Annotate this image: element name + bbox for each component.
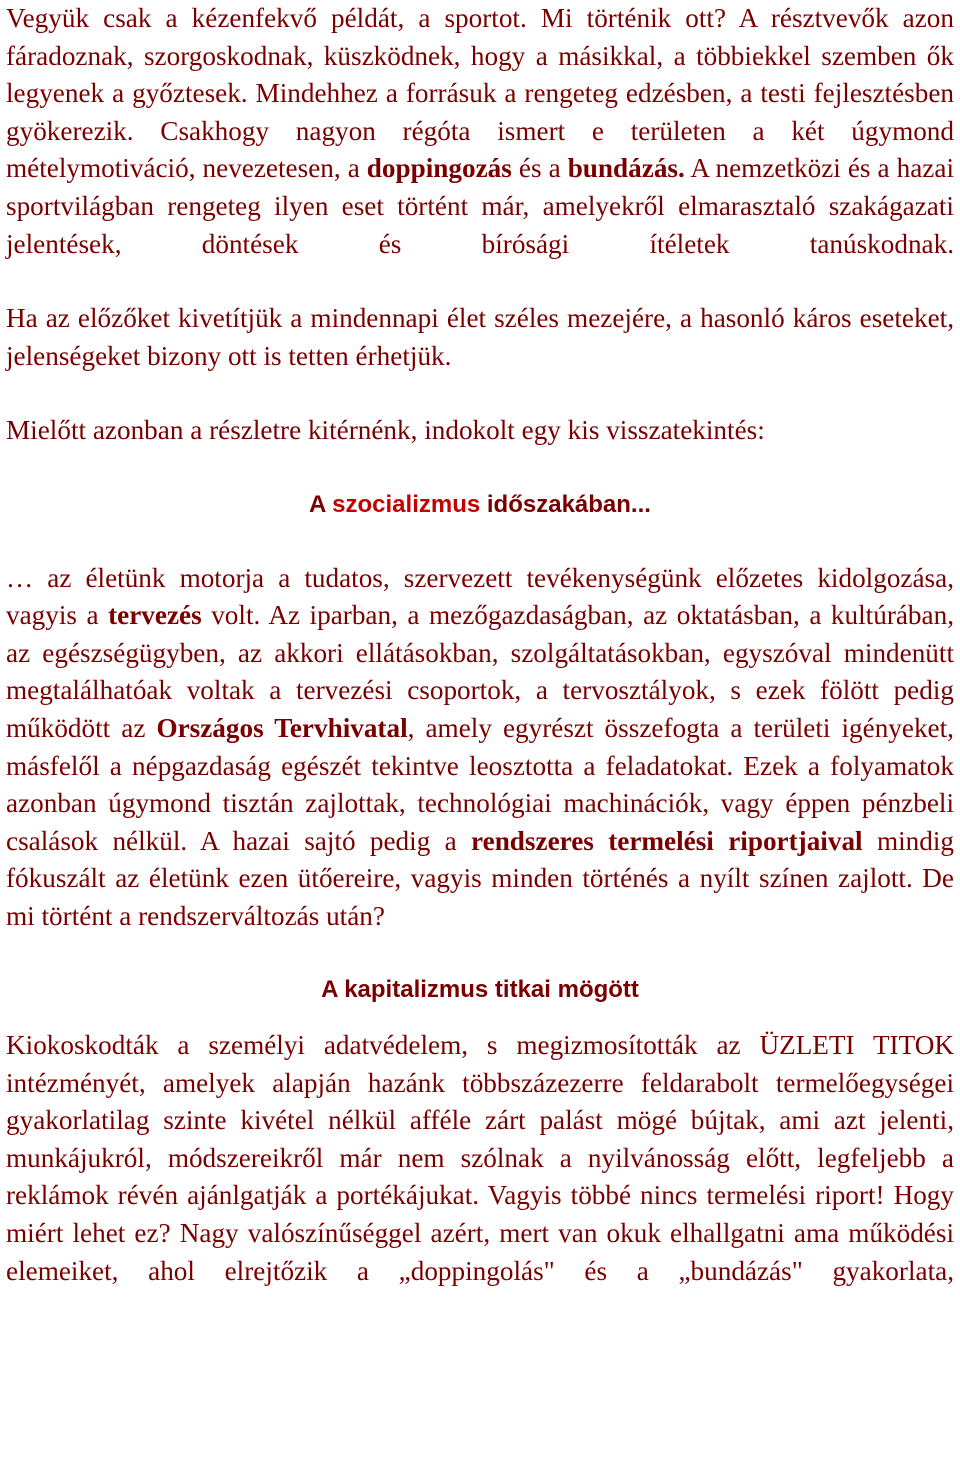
heading-socialism-keyword: szocializmus	[332, 490, 481, 518]
spacer	[6, 450, 954, 486]
spacer	[6, 1009, 954, 1027]
paragraph-sport-text-3: A nemzetközi és a hazai sportvilágban rengeteg ilyen eset történt már, amelyekről elmarasztaló szakágazati jelentések, döntések és bírósági ítéletek tanúskodnak.	[6, 153, 954, 259]
spacer	[6, 375, 954, 412]
bold-bundazas: bundázás.	[567, 153, 685, 184]
paragraph-planning-text-4: mindig fókuszált az életünk ezen ütőereire, vagyis minden történés a nyílt színen zajlott. De mi történt a rendszerváltozás után?	[6, 825, 954, 931]
spacer	[6, 263, 954, 300]
paragraph-planning-text-2: volt. Az iparban, a mezőgazdaságban, az oktatásban, a kultúrában, az egészségügyben, az akkori ellátásokban, szolgáltatásokban, egyszóval mindenütt megtalálhatóak voltak a tervezési csoportok, a tervosztályok, s ezek fölött pedig működött az	[6, 600, 954, 743]
paragraph-business-secret: Kiokoskodták a személyi adatvédelem, s megizmosították az ÜZLETI TITOK intézményét, amelyek alapján hazánk többszázezerre feldarabolt termelőegységei gyakorlatilag szinte kivétel nélkül afféle zárt palást mögé bújtak, ami azt jelenti, munkájukról, módszereikről már nem szólnak a nyilvánosság előtt, legfeljebb a reklámok révén ajánlgatják a portékájukat. Vagyis többé nincs termelési riport! Hogy miért lehet ez? Nagy valószínűséggel azért, mert van okuk elhallgatni ama működési elemeiket, ahol elrejtőzik a „doppingolás" és a „bundázás" gyakorlata,	[6, 1030, 954, 1286]
document-page	[6, 0, 954, 1290]
section-heading-capitalism: A kapitalizmus titkai mögött	[321, 976, 639, 1004]
paragraph-sport-text-1: Vegyük csak a kézenfekvő példát, a sportot. Mi történik ott? A résztvevők azon fáradoznak, szorgoskodnak, küszködnek, hogy a másikkal, a többiekkel szemben ők legyenek a győztesek. Mindehhez a forrásuk a rengeteg edzésben, a testi fejlesztésben gyökerezik. Csakhogy nagyon régóta ismert e területen a két úgymond mételymotiváció, nevezetesen, a	[6, 3, 954, 184]
paragraph-everyday-life: Ha az előzőket kivetítjük a mindennapi élet széles mezejére, a hasonló káros eseteket, jelenségeket bizony ott is tetten érhetjük.	[6, 303, 954, 371]
heading-socialism-suffix: időszakában...	[480, 490, 651, 518]
bold-rendszeres-termelesi-riportjaival: rendszeres termelési riportjaival	[471, 825, 863, 856]
spacer	[6, 524, 954, 560]
paragraph-planning-text-1: … az életünk motorja a tudatos, szervezett tevékenységünk előzetes kidolgozása, vagyis a	[6, 562, 954, 631]
bold-tervezes: tervezés	[108, 600, 202, 631]
paragraph-planning	[6, 560, 954, 936]
heading-socialism-prefix: A	[309, 490, 333, 518]
bold-doppingozas: doppingozás	[366, 153, 512, 184]
spacer	[6, 935, 954, 971]
section-heading-socialism	[6, 486, 954, 524]
paragraph-sport-text-2: és a	[511, 153, 568, 184]
paragraph-sport	[6, 0, 954, 263]
bold-orszagos-tervhivatal: Országos Tervhivatal	[156, 712, 408, 743]
paragraph-planning-text-3: , amely egyrészt összefogta a területi igényeket, másfelől a népgazdaság egészét tekintve leosztotta a feladatokat. Ezek a folyamatok azonban úgymond tisztán zajlottak, technológiai machinációk, vagy éppen pénzbeli csalások nélkül. A hazai sajtó pedig a	[6, 712, 954, 856]
paragraph-retrospective: Mielőtt azonban a részletre kitérnénk, indokolt egy kis visszatekintés:	[6, 415, 765, 446]
